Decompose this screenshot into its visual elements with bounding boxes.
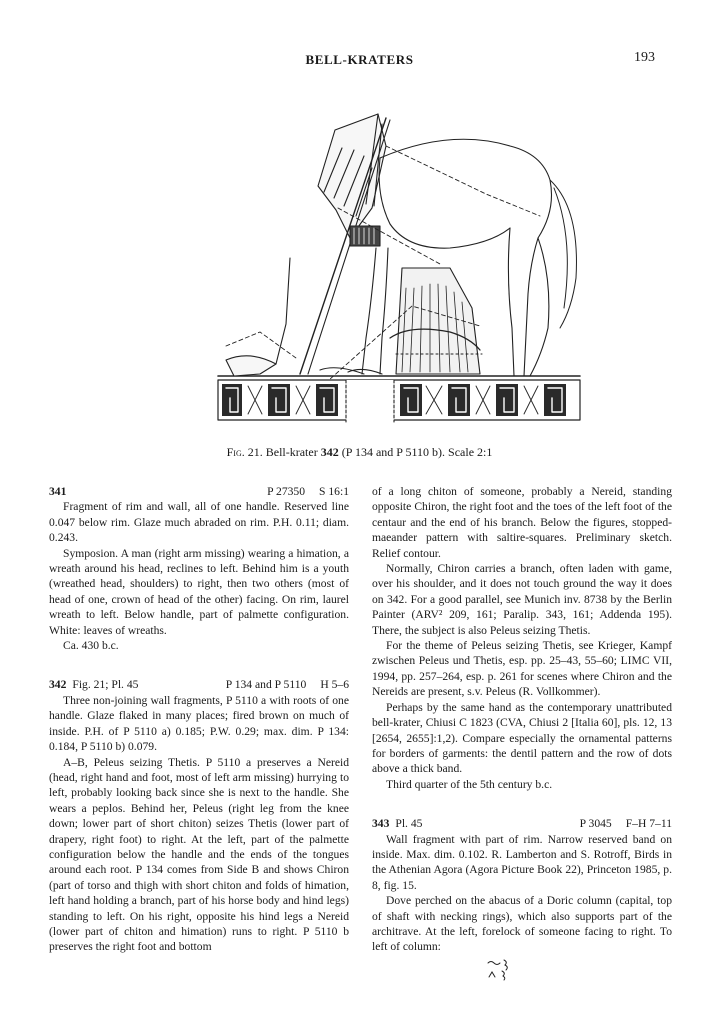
caption-text-b: (P 134 and P 5110 b). Scale 2:1 <box>341 445 493 459</box>
entry-343-description: Wall fragment with part of rim. Narrow reserved band on inside. Max. dim. 0.102. R. Lamberton and S. Rotroff, Birds in the Athenian Agora (Agora Picture Book 22), Princeton 1985, p. 8, fig. 15. <box>372 832 672 892</box>
entry-342-date: Third quarter of the 5th century b.c. <box>386 777 553 791</box>
running-head: BELL-KRATERS <box>305 52 414 67</box>
entry-342-heading <box>49 677 349 692</box>
entry-number: 342 <box>49 678 67 692</box>
caption-text-a: Bell-krater <box>265 445 318 459</box>
entry-342-commentary-chiron: Normally, Chiron carries a branch, often laden with game, over his shoulder, and it does not touch ground the way it does on 342. For a good parallel, see Munich inv. 8738 by the Berlin Painter (ARV² 209, 161; Paralip. 343, 161; Addenda 195). There, the subject is also Peleus seizing Thetis. <box>372 562 672 637</box>
entry-341-description: Fragment of rim and wall, all of one handle. Reserved line 0.047 below rim. Glaze much abraded on rim. P.H. 0.11; diam. 0.243. <box>49 500 349 545</box>
entry-343-subject: Dove perched on the abacus of a Doric column (capital, top of shaft with necking rings), which also supports part of the architrave. At the left, forelock of someone facing to right. To left of column: <box>372 894 672 954</box>
entry-342-subject-continued: of a long chiton of someone, probably a Nereid, standing opposite Chiron, the right foot and the toes of the left foot of the centaur and the end of his branch. Below the figures, stopped-maeander pattern with saltire-squares. Preliminary sketch. Relief contour. <box>372 485 672 560</box>
entry-342-subject: A–B, Peleus seizing Thetis. P 5110 a preserves a Nereid (head, right hand and foot, most of left arm missing) hurrying to left, probably looking back since she is next to the handle. She wears a peplos. Behind her, Peleus (right leg from the knee down; lower part of short chiton) seizes Thetis (lower part of drapery, right foot) to right. At the left, part of the palmette configuration below the handle and the ends of the tongues around each root. P 134 comes from Side B and shows Chiron (part of torso and thigh with short chiton and folds of himation, left hand holding a branch, part of his horse body and hind legs) standing to left. On his right, opposite his hind legs a Nereid (lower part of chiton and himation) runs to right. P 5110 b preserves the right foot and bottom <box>49 755 349 954</box>
plate-ref: Pl. 45 <box>395 817 423 831</box>
entry-number: 343 <box>372 817 390 831</box>
inventory-number: P 27350 <box>267 485 306 498</box>
right-column <box>372 484 672 981</box>
entry-341-subject: Symposion. A man (right arm missing) wearing a himation, a wreath around his head, reclines to left. Behind him is a youth (wreathed head, shoulders) to right, then two others (most of head of one, crown of head of the other) facing. On rim, laurel wreath to left. Below handle, part of palmette configuration. White: leaves of wreaths. <box>49 546 349 637</box>
left-column <box>49 484 349 955</box>
caption-prefix: Fig. 21. <box>226 445 263 459</box>
graffito-sketch <box>484 957 520 981</box>
figure-plate-refs: Fig. 21; Pl. 45 <box>72 678 139 692</box>
entry-341-heading <box>49 484 349 499</box>
grid-reference: H 5–6 <box>320 678 349 692</box>
figure-21-drawing <box>150 88 590 438</box>
entry-342-commentary-attribution: Perhaps by the same hand as the contemporary unattributed bell-krater, Chiusi C 1823 (CVA, Chiusi 2 [Italia 60], pls. 12, 13 [2654, 2655]:1,2). Compare especially the ornamental patterns for borders of garments: the dentil pattern and the row of dots above a thick band. <box>372 700 672 776</box>
entry-number: 341 <box>49 485 67 498</box>
entry-341-date: Ca. 430 b.c. <box>63 639 119 653</box>
grid-reference: S 16:1 <box>319 485 349 498</box>
entry-342-description: Three non-joining wall fragments, P 5110 a with roots of one handle. Glaze flaked in many places; fired brown on much of inside. P.H. of P 5110 a) 0.185; P.W. 0.29; max. dim. P 134: 0.184, P 5110 b) 0.079. <box>49 693 349 754</box>
caption-catalog-number: 342 <box>320 445 339 459</box>
figure-caption <box>0 445 719 460</box>
entry-342-commentary-theme: For the theme of Peleus seizing Thetis, see Krieger, Kampf zwischen Peleus und Thetis, esp. pp. 25–43, 55–60; LIMC VII, 1994, pp. 257–264, esp. p. 261 for scenes where Chiron and the Nereids are present, s.v. Peleus (R. Vollkommer). <box>372 639 672 699</box>
entry-343-heading <box>372 816 672 831</box>
grid-reference: F–H 7–11 <box>625 817 672 831</box>
inventory-number: P 134 and P 5110 <box>225 678 307 692</box>
page-number: 193 <box>634 50 655 65</box>
inventory-number: P 3045 <box>579 817 612 831</box>
